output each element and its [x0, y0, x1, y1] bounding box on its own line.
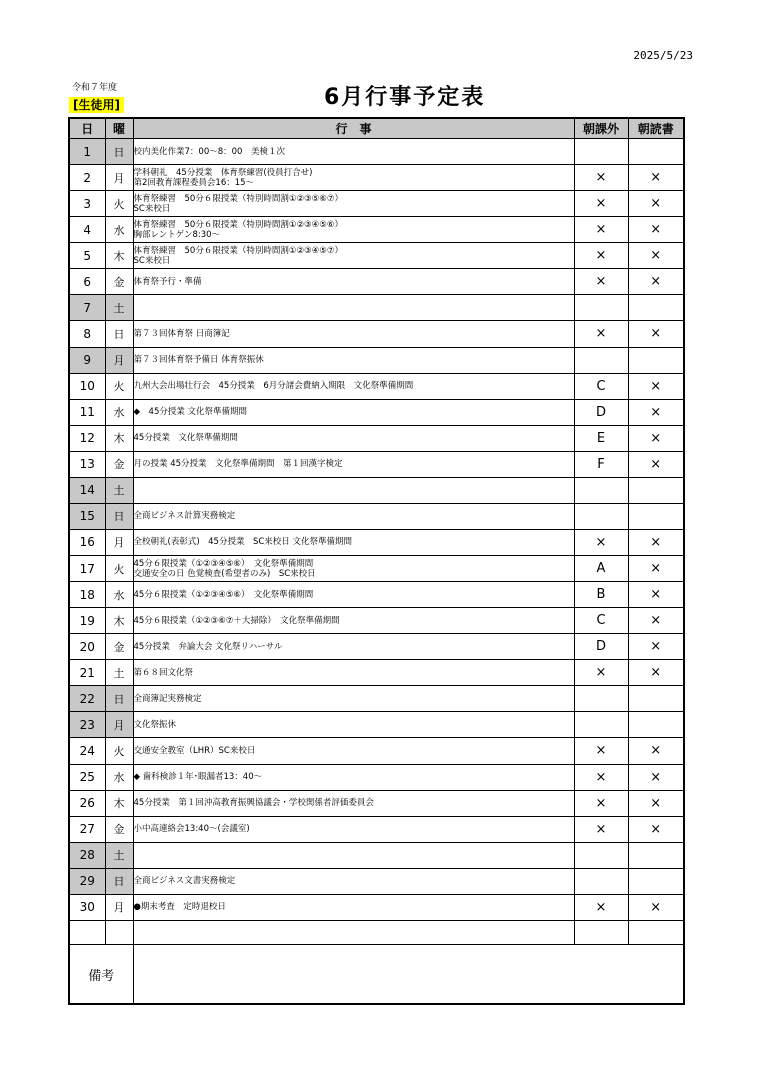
weekday-cell: 火: [105, 373, 133, 399]
morning-reading-cell: ×: [628, 738, 684, 764]
morning-extra-cell: C: [574, 608, 628, 634]
event-line: 全校朝礼(表彰式) 45分授業 SC来校日 文化祭準備期間: [133, 537, 352, 548]
table-row: [69, 373, 684, 399]
event-cell: [133, 842, 574, 868]
day-cell: 19: [69, 608, 105, 634]
event-cell: [133, 425, 574, 451]
table-row: [69, 868, 684, 894]
event-cell: [133, 373, 574, 399]
weekday-cell: 木: [105, 243, 133, 269]
weekday-cell: 火: [105, 556, 133, 582]
day-cell: 16: [69, 529, 105, 555]
event-cell: [133, 764, 574, 790]
event-cell: [133, 269, 574, 295]
morning-reading-cell: ×: [628, 556, 684, 582]
morning-reading-cell: ×: [628, 399, 684, 425]
morning-reading-cell: ×: [628, 321, 684, 347]
remarks-text: [133, 945, 684, 1004]
table-row: [69, 165, 684, 191]
weekday-cell: 月: [105, 529, 133, 555]
day-cell: 18: [69, 582, 105, 608]
day-cell: 30: [69, 894, 105, 920]
event-line: 45分授業 文化祭準備期間: [133, 433, 238, 444]
table-row: [69, 425, 684, 451]
blank-cell: [105, 920, 133, 944]
event-cell: [133, 738, 574, 764]
day-cell: 28: [69, 842, 105, 868]
event-line: 体育祭予行・準備: [133, 276, 202, 287]
event-line: ◆ 歯科検診１年･眼漏者13：40～: [133, 772, 263, 783]
event-line: 45分６限授業（①②③④⑤⑥） 文化祭準備期間: [133, 558, 314, 569]
table-row: [69, 816, 684, 842]
morning-extra-cell: ×: [574, 660, 628, 686]
table-row: [69, 243, 684, 269]
day-cell: 22: [69, 686, 105, 712]
day-cell: 11: [69, 399, 105, 425]
event-cell: [133, 477, 574, 503]
morning-reading-cell: ×: [628, 191, 684, 217]
event-line: 体育祭練習 50分６限授業（特別時間割①②③④⑤⑥）: [133, 219, 344, 230]
table-row: [69, 608, 684, 634]
weekday-cell: 月: [105, 347, 133, 373]
morning-reading-cell: ×: [628, 165, 684, 191]
event-cell: [133, 868, 574, 894]
weekday-cell: 水: [105, 217, 133, 243]
morning-extra-cell: [574, 868, 628, 894]
col-header-event: 行 事: [133, 118, 574, 139]
morning-reading-cell: ×: [628, 269, 684, 295]
day-cell: 21: [69, 660, 105, 686]
event-line: 45分６限授業（①②③④⑤⑥） 文化祭準備期間: [133, 589, 314, 600]
table-row: [69, 503, 684, 529]
morning-extra-cell: ×: [574, 321, 628, 347]
event-cell: [133, 139, 574, 165]
event-cell: [133, 686, 574, 712]
day-cell: 7: [69, 295, 105, 321]
event-line: 校内美化作業7：00～8：00 美検１次: [133, 146, 285, 157]
weekday-cell: 日: [105, 868, 133, 894]
morning-extra-cell: ×: [574, 816, 628, 842]
weekday-cell: 土: [105, 295, 133, 321]
weekday-cell: 土: [105, 842, 133, 868]
event-cell: [133, 529, 574, 555]
day-cell: 1: [69, 139, 105, 165]
day-cell: 3: [69, 191, 105, 217]
weekday-cell: 火: [105, 738, 133, 764]
event-line: 胸部レントゲン8:30～: [133, 229, 221, 240]
weekday-cell: 土: [105, 477, 133, 503]
morning-extra-cell: ×: [574, 894, 628, 920]
event-line: 月の授業 45分授業 文化祭準備期間 第１回漢字検定: [133, 459, 343, 470]
table-row: [69, 556, 684, 582]
table-row: [69, 764, 684, 790]
event-line: SC来校日: [133, 203, 171, 214]
day-cell: 12: [69, 425, 105, 451]
day-cell: 26: [69, 790, 105, 816]
event-line: 文化祭振休: [133, 719, 177, 730]
event-line: 第６８回文化祭: [133, 667, 194, 678]
morning-extra-cell: ×: [574, 764, 628, 790]
morning-reading-cell: [628, 868, 684, 894]
morning-reading-cell: [628, 477, 684, 503]
event-line: 第2回教育課程委員会16：15～: [133, 177, 255, 188]
event-cell: [133, 243, 574, 269]
morning-extra-cell: [574, 477, 628, 503]
schedule-body: [69, 139, 684, 1005]
event-line: 全商ビジネス文書実務検定: [133, 876, 236, 887]
event-cell: [133, 347, 574, 373]
table-row: [69, 842, 684, 868]
event-line: 全商簿記実務検定: [133, 693, 202, 704]
day-cell: 23: [69, 712, 105, 738]
morning-extra-cell: [574, 842, 628, 868]
morning-reading-cell: ×: [628, 582, 684, 608]
event-cell: [133, 191, 574, 217]
morning-reading-cell: ×: [628, 425, 684, 451]
event-line: ◆ 45分授業 文化祭準備期間: [133, 407, 248, 418]
table-row: [69, 191, 684, 217]
day-cell: 13: [69, 451, 105, 477]
weekday-cell: 金: [105, 816, 133, 842]
event-line: 第７３回体育祭予備日 体育祭振休: [133, 355, 264, 366]
event-cell: [133, 556, 574, 582]
morning-extra-cell: ×: [574, 191, 628, 217]
morning-extra-cell: [574, 295, 628, 321]
weekday-cell: 水: [105, 399, 133, 425]
blank-cell: [574, 920, 628, 944]
table-row: [69, 217, 684, 243]
morning-extra-cell: ×: [574, 243, 628, 269]
event-line: 小中高連絡会13:40～(会議室): [133, 824, 250, 835]
weekday-cell: 日: [105, 503, 133, 529]
remarks-row: [69, 945, 684, 1004]
day-cell: 8: [69, 321, 105, 347]
event-cell: [133, 582, 574, 608]
event-line: 45分授業 第１回沖高教育振興協議会・学校関係者評価委員会: [133, 798, 374, 809]
morning-reading-cell: ×: [628, 894, 684, 920]
event-line: 45分６限授業（①②③⑥⑦＋大掃除） 文化祭準備期間: [133, 615, 340, 626]
morning-extra-cell: D: [574, 634, 628, 660]
blank-cell: [69, 920, 105, 944]
table-row: [69, 712, 684, 738]
col-header-morning-reading: 朝読書: [628, 118, 684, 139]
morning-extra-cell: E: [574, 425, 628, 451]
day-cell: 24: [69, 738, 105, 764]
morning-reading-cell: ×: [628, 608, 684, 634]
event-cell: [133, 816, 574, 842]
audience-label: [生徒用]: [69, 97, 124, 113]
table-row: [69, 634, 684, 660]
event-cell: [133, 165, 574, 191]
day-cell: 6: [69, 269, 105, 295]
table-row: [69, 347, 684, 373]
morning-reading-cell: ×: [628, 217, 684, 243]
event-cell: [133, 321, 574, 347]
event-cell: [133, 634, 574, 660]
event-cell: [133, 217, 574, 243]
event-line: 学科朝礼 45分授業 体育祭練習(役員打合せ): [133, 167, 313, 178]
table-row: [69, 660, 684, 686]
morning-extra-cell: D: [574, 399, 628, 425]
col-header-morning-extra: 朝課外: [574, 118, 628, 139]
morning-reading-cell: ×: [628, 660, 684, 686]
morning-extra-cell: [574, 686, 628, 712]
morning-reading-cell: ×: [628, 451, 684, 477]
table-row: [69, 269, 684, 295]
morning-extra-cell: ×: [574, 790, 628, 816]
morning-extra-cell: C: [574, 373, 628, 399]
morning-reading-cell: ×: [628, 634, 684, 660]
table-row: [69, 529, 684, 555]
morning-reading-cell: [628, 842, 684, 868]
table-row: [69, 738, 684, 764]
event-cell: [133, 399, 574, 425]
weekday-cell: 木: [105, 790, 133, 816]
day-cell: 17: [69, 556, 105, 582]
col-header-day: 日: [69, 118, 105, 139]
event-line: 全商ビジネス計算実務検定: [133, 511, 236, 522]
table-row: [69, 399, 684, 425]
weekday-cell: 金: [105, 634, 133, 660]
event-cell: [133, 295, 574, 321]
table-row: [69, 582, 684, 608]
weekday-cell: 月: [105, 894, 133, 920]
weekday-cell: 日: [105, 139, 133, 165]
weekday-cell: 土: [105, 660, 133, 686]
era-year: 令和７年度: [72, 83, 118, 93]
event-cell: [133, 712, 574, 738]
morning-reading-cell: ×: [628, 243, 684, 269]
morning-extra-cell: [574, 503, 628, 529]
morning-reading-cell: [628, 686, 684, 712]
event-cell: [133, 894, 574, 920]
morning-reading-cell: [628, 503, 684, 529]
event-cell: [133, 451, 574, 477]
morning-reading-cell: [628, 347, 684, 373]
event-line: 第７３回体育祭 日商簿記: [133, 328, 230, 339]
morning-extra-cell: [574, 347, 628, 373]
event-line: ●期末考査 定時退校日: [133, 902, 226, 913]
page-title: 6月行事予定表: [324, 85, 486, 110]
weekday-cell: 木: [105, 608, 133, 634]
day-cell: 9: [69, 347, 105, 373]
table-row: [69, 477, 684, 503]
event-cell: [133, 503, 574, 529]
weekday-cell: 水: [105, 582, 133, 608]
event-cell: [133, 660, 574, 686]
event-line: 交通安全教室（LHR）SC来校日: [133, 745, 256, 756]
table-row: [69, 295, 684, 321]
day-cell: 2: [69, 165, 105, 191]
day-cell: 29: [69, 868, 105, 894]
morning-reading-cell: ×: [628, 790, 684, 816]
day-cell: 25: [69, 764, 105, 790]
table-row: [69, 894, 684, 920]
day-cell: 10: [69, 373, 105, 399]
weekday-cell: 金: [105, 269, 133, 295]
blank-row: [69, 920, 684, 944]
table-row: [69, 686, 684, 712]
print-date: 2025/5/23: [633, 49, 693, 62]
event-line: SC来校日: [133, 255, 171, 266]
morning-reading-cell: ×: [628, 373, 684, 399]
morning-extra-cell: B: [574, 582, 628, 608]
morning-extra-cell: ×: [574, 738, 628, 764]
morning-reading-cell: ×: [628, 764, 684, 790]
event-cell: [133, 790, 574, 816]
event-line: 交通安全の日 色覚検査(希望者のみ) SC来校日: [133, 568, 316, 579]
morning-reading-cell: [628, 295, 684, 321]
morning-extra-cell: [574, 139, 628, 165]
header-row: [69, 118, 684, 139]
morning-reading-cell: [628, 139, 684, 165]
remarks-label: 備考: [69, 945, 133, 1004]
morning-reading-cell: ×: [628, 529, 684, 555]
morning-extra-cell: [574, 712, 628, 738]
event-cell: [133, 608, 574, 634]
morning-extra-cell: ×: [574, 217, 628, 243]
table-row: [69, 321, 684, 347]
weekday-cell: 日: [105, 321, 133, 347]
table-row: [69, 139, 684, 165]
morning-reading-cell: ×: [628, 816, 684, 842]
morning-extra-cell: F: [574, 451, 628, 477]
day-cell: 15: [69, 503, 105, 529]
weekday-cell: 金: [105, 451, 133, 477]
event-line: 45分授業 弁論大会 文化祭リハーサル: [133, 641, 283, 652]
morning-reading-cell: [628, 712, 684, 738]
weekday-cell: 火: [105, 191, 133, 217]
morning-extra-cell: ×: [574, 529, 628, 555]
col-header-dow: 曜: [105, 118, 133, 139]
table-row: [69, 451, 684, 477]
day-cell: 20: [69, 634, 105, 660]
weekday-cell: 水: [105, 764, 133, 790]
blank-cell: [133, 920, 574, 944]
weekday-cell: 月: [105, 165, 133, 191]
weekday-cell: 月: [105, 712, 133, 738]
event-line: 九州大会出場壮行会 45分授業 6月分諸会費納入期限 文化祭準備期間: [133, 381, 414, 392]
morning-extra-cell: ×: [574, 165, 628, 191]
event-line: 体育祭練習 50分６限授業（特別時間割①②③④⑤⑦）: [133, 245, 344, 256]
blank-cell: [628, 920, 684, 944]
day-cell: 4: [69, 217, 105, 243]
weekday-cell: 日: [105, 686, 133, 712]
day-cell: 27: [69, 816, 105, 842]
day-cell: 5: [69, 243, 105, 269]
schedule-table: [68, 117, 685, 1005]
day-cell: 14: [69, 477, 105, 503]
event-line: 体育祭練習 50分６限授業（特別時間割①②③⑤⑥⑦）: [133, 193, 344, 204]
morning-extra-cell: A: [574, 556, 628, 582]
morning-extra-cell: ×: [574, 269, 628, 295]
table-row: [69, 790, 684, 816]
weekday-cell: 木: [105, 425, 133, 451]
